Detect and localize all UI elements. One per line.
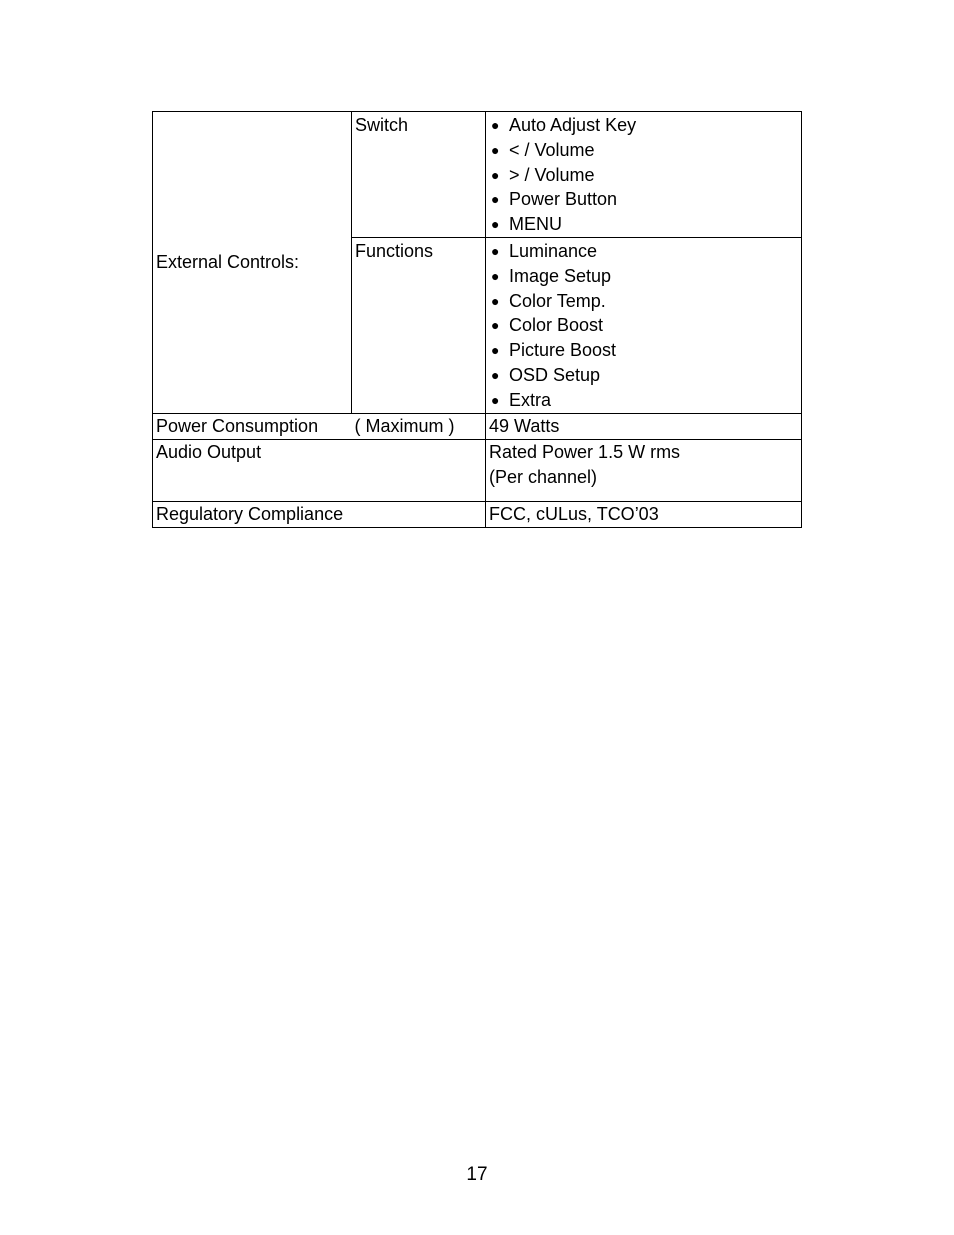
list-item <box>489 338 798 363</box>
bullet-icon: ● <box>491 366 500 383</box>
table-row <box>153 439 802 501</box>
bullet-icon: ● <box>491 191 500 208</box>
list-item-text: Luminance <box>509 241 598 261</box>
bullet-icon: ● <box>491 391 500 408</box>
list-item <box>489 113 798 138</box>
list-item <box>489 138 798 163</box>
regulatory-value: FCC, cULus, TCO’03 <box>486 501 802 527</box>
switch-list <box>489 113 798 237</box>
power-consumption-value: 49 Watts <box>486 414 802 440</box>
list-item-text: < / Volume <box>509 139 595 160</box>
external-controls-label: External Controls: <box>153 112 352 414</box>
list-item <box>489 187 798 212</box>
table-row <box>153 414 802 440</box>
list-item <box>489 163 798 188</box>
table-row <box>153 112 802 238</box>
bullet-icon: ● <box>491 117 500 133</box>
table-row <box>153 501 802 527</box>
list-item-text: OSD Setup <box>509 364 601 385</box>
list-item-text: Picture Boost <box>509 340 617 361</box>
list-item <box>489 212 798 237</box>
bullet-icon: ● <box>491 141 500 158</box>
list-item <box>489 363 798 388</box>
switch-label: Switch <box>352 112 486 238</box>
regulatory-label: Regulatory Compliance <box>153 501 486 527</box>
list-item <box>489 264 798 289</box>
functions-list <box>489 239 798 413</box>
power-consumption-qualifier: ( Maximum ) <box>352 414 486 440</box>
functions-items-cell <box>486 238 802 414</box>
page-number: 17 <box>466 1164 488 1185</box>
bullet-icon: ● <box>491 243 500 259</box>
bullet-icon: ● <box>491 216 500 233</box>
list-item-text: Extra <box>509 389 552 410</box>
switch-items-cell <box>486 112 802 238</box>
spec-table <box>152 111 802 528</box>
list-item-text: Image Setup <box>509 265 612 286</box>
list-item-text: Color Boost <box>509 315 604 336</box>
bullet-icon: ● <box>491 292 500 309</box>
list-item-text: Color Temp. <box>509 290 606 311</box>
list-item-text: > / Volume <box>509 164 595 185</box>
list-item <box>489 239 798 264</box>
list-item-text: MENU <box>509 214 562 235</box>
bullet-icon: ● <box>491 166 500 183</box>
list-item <box>489 289 798 314</box>
list-item <box>489 388 798 413</box>
list-item-text: Power Button <box>509 189 618 210</box>
audio-output-line1: Rated Power 1.5 W rms <box>489 441 681 462</box>
audio-output-label: Audio Output <box>153 439 486 501</box>
list-item-text: Auto Adjust Key <box>509 115 637 135</box>
bullet-icon: ● <box>491 317 500 334</box>
list-item <box>489 313 798 338</box>
functions-label: Functions <box>352 238 486 414</box>
bullet-icon: ● <box>491 267 500 284</box>
audio-output-line2: (Per channel) <box>489 466 598 487</box>
power-consumption-label: Power Consumption <box>153 414 352 440</box>
audio-output-value <box>486 439 802 501</box>
bullet-icon: ● <box>491 342 500 359</box>
